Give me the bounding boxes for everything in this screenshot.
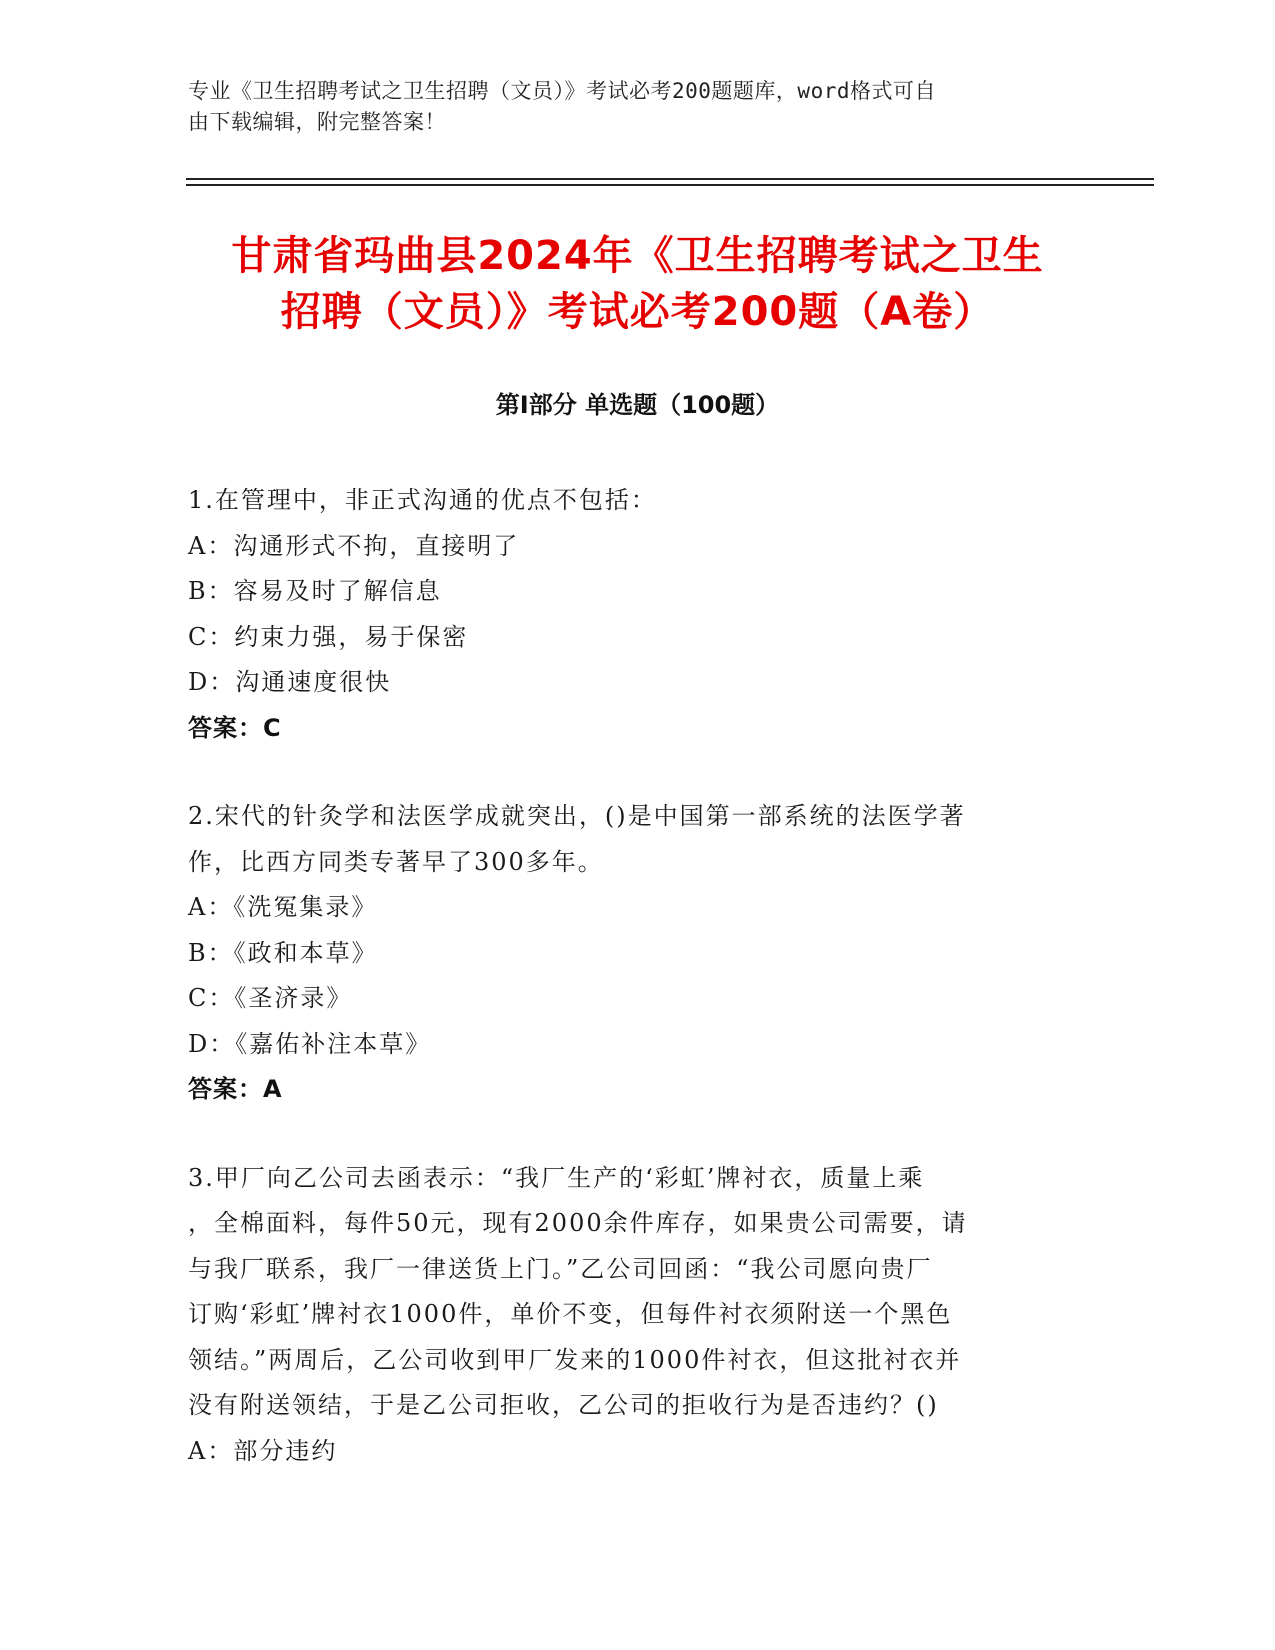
question-option: D：沟通速度很快 — [188, 668, 392, 696]
question-option: A：部分违约 — [188, 1436, 338, 1465]
header-note-line: 专业《卫生招聘考试之卫生招聘（文员）》考试必考200题题库，word格式可自 — [188, 79, 936, 103]
question-stem-line: 领结。”两周后，乙公司收到甲厂发来的1000件衬衣，但这批衬衣并 — [188, 1345, 962, 1374]
header-note — [188, 76, 1068, 138]
question-stem-line: 1.在管理中，非正式沟通的优点不包括： — [188, 486, 657, 514]
question-stem-line: ，全棉面料，每件50元，现有2000余件库存，如果贵公司需要，请 — [188, 1209, 968, 1237]
question-option: C：约束力强，易于保密 — [188, 622, 469, 651]
question-answer: 答案：C — [188, 713, 282, 742]
question-stem-line: 订购‘彩虹’牌衬衣1000件，单价不变，但每件衬衣须附送一个黑色 — [188, 1300, 953, 1328]
question-option: A：沟通形式不拘，直接明了 — [188, 531, 520, 560]
header-note-line: 由下载编辑，附完整答案！ — [188, 110, 446, 134]
question-answer: 答案：A — [188, 1075, 283, 1103]
question-option: B：容易及时了解信息 — [188, 577, 442, 605]
question-stem-line: 没有附送领结，于是乙公司拒收，乙公司的拒收行为是否违约？() — [188, 1391, 939, 1419]
question-stem-line: 与我厂联系，我厂一律送货上门。”乙公司回函：“我公司愿向贵厂 — [188, 1254, 933, 1283]
question-option: B：《政和本草》 — [188, 938, 378, 967]
page-title — [150, 228, 1125, 340]
question-list — [188, 478, 1088, 1517]
question-item — [188, 794, 1088, 1113]
header-divider — [186, 178, 1154, 180]
question-item — [188, 478, 1088, 751]
page-title-line: 招聘（文员）》考试必考200题（A卷） — [280, 289, 995, 335]
question-option: D：《嘉佑补注本草》 — [188, 1029, 432, 1058]
page-title-line: 甘肃省玛曲县2024年《卫生招聘考试之卫生 — [231, 233, 1044, 279]
question-item — [188, 1156, 1088, 1475]
section-title: 第Ⅰ部分 单选题（100题） — [495, 391, 780, 419]
question-option: C：《圣济录》 — [188, 984, 353, 1012]
question-stem-line: 作，比西方同类专著早了300多年。 — [188, 847, 604, 876]
header-divider — [186, 184, 1154, 186]
question-stem-line: 3.甲厂向乙公司去函表示：“我厂生产的‘彩虹’牌衬衣，质量上乘 — [188, 1163, 925, 1192]
question-stem-line: 2.宋代的针灸学和法医学成就突出，()是中国第一部系统的法医学著 — [188, 802, 966, 830]
question-option: A：《洗冤集录》 — [188, 893, 378, 921]
